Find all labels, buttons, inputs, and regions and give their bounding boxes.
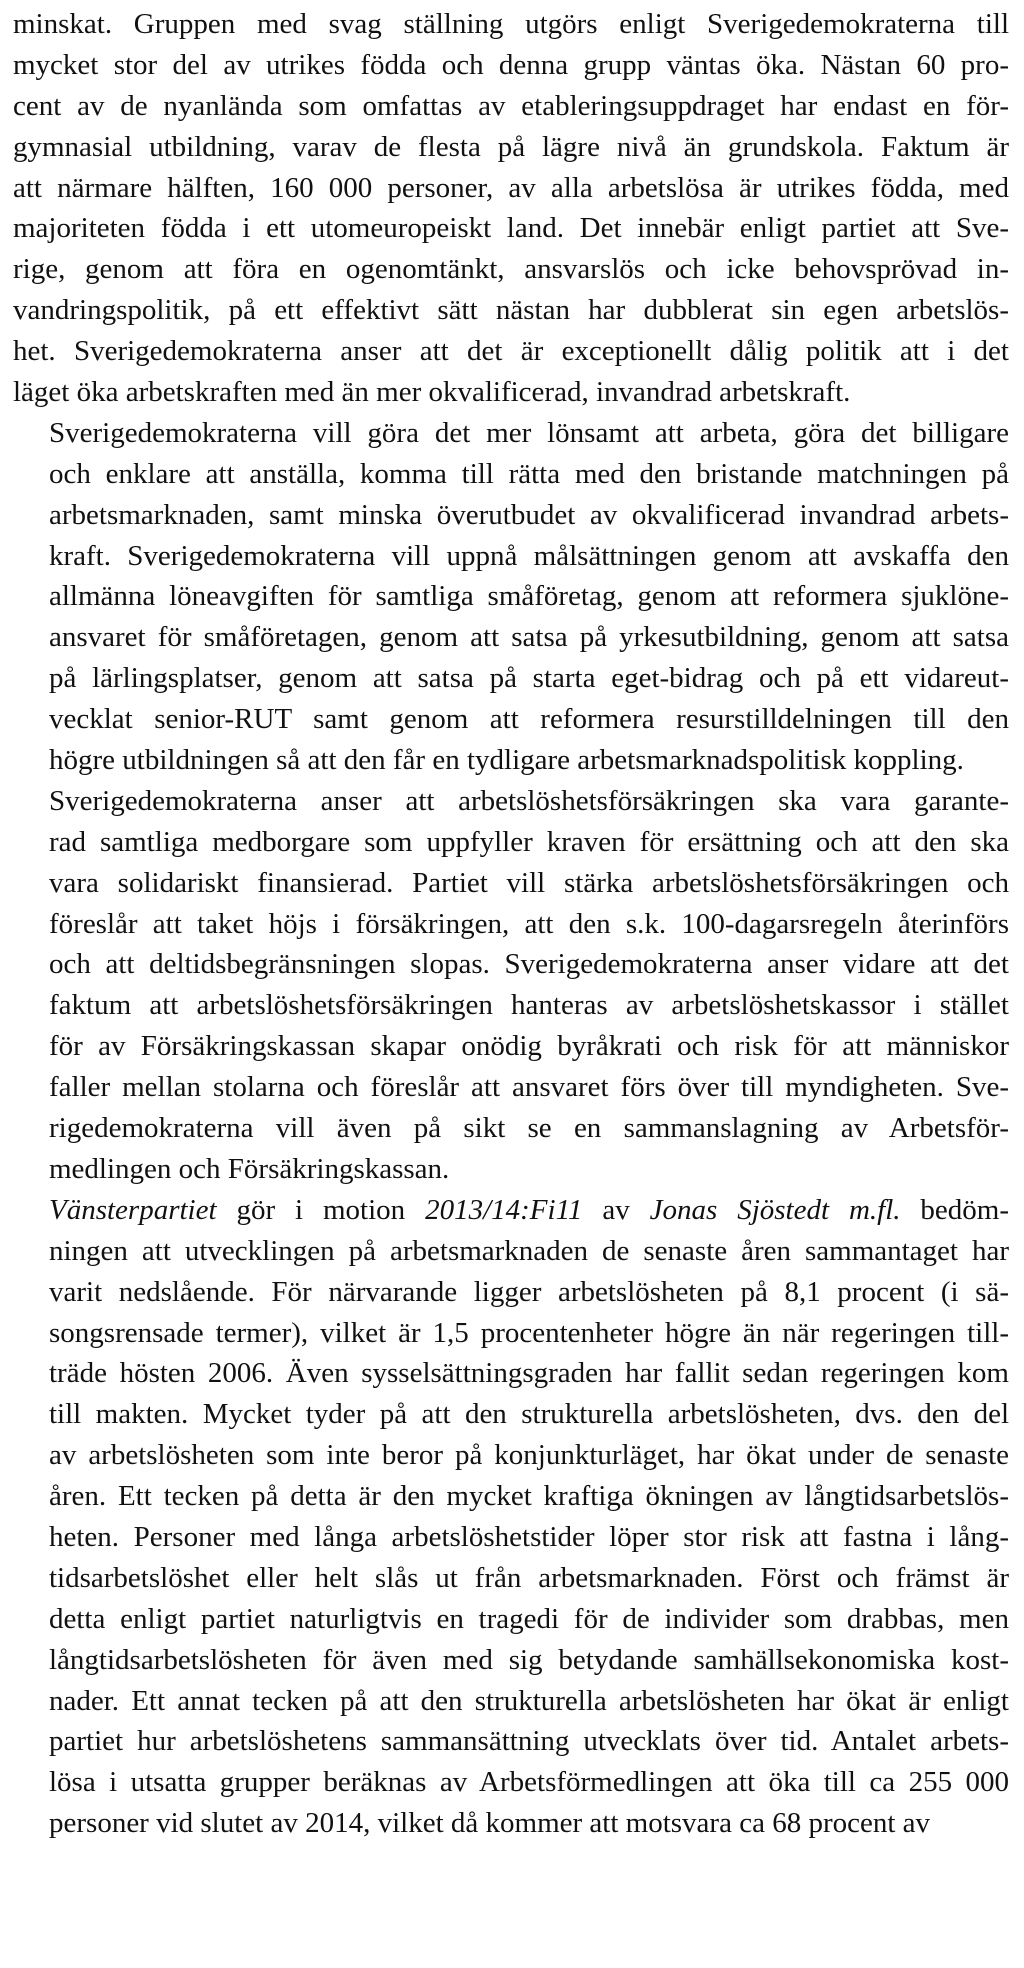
- text-line: [13, 495, 1009, 536]
- text-line: [13, 617, 1009, 658]
- text-run: föreslår att taket höjs i försäkringen, att den s.k. 100-dagarsregeln återinförs: [49, 907, 1009, 940]
- text-run: vara solidariskt finansierad. Partiet vill stärka arbetslöshetsförsäkringen och: [49, 866, 1009, 899]
- text-run: arbetsmarknaden, samt minska överutbudet av okvalificerad invandrad arbets-: [49, 498, 1009, 531]
- text-run: heten. Personer med långa arbetslöshetstider löper stor risk att fastna i lång-: [49, 1520, 1009, 1553]
- text-line: [13, 1190, 1009, 1231]
- text-line: [13, 1558, 1009, 1599]
- italic-text-run: Jonas Sjöstedt m.fl.: [649, 1193, 901, 1226]
- text-line: [13, 985, 1009, 1026]
- paragraph: [13, 413, 1009, 781]
- text-line: [13, 1803, 1009, 1844]
- text-line: [13, 781, 1009, 822]
- text-line: [13, 413, 1009, 454]
- text-run: läget öka arbetskraften med än mer okvalificerad, invandrad arbetskraft.: [13, 376, 851, 409]
- text-line: [13, 1517, 1009, 1558]
- text-run: faktum att arbetslöshetsförsäkringen hanteras av arbetslöshetskassor i stället: [49, 989, 1009, 1022]
- text-line: [13, 86, 1009, 127]
- text-line: [13, 1476, 1009, 1517]
- paragraph: [13, 4, 1009, 413]
- text-line: [13, 1681, 1009, 1722]
- text-line: [13, 127, 1009, 168]
- text-run: allmänna löneavgiften för samtliga småföretag, genom att reformera sjuklöne-: [49, 580, 1009, 613]
- text-run: och enklare att anställa, komma till rätta med den bristande matchningen på: [49, 457, 1009, 490]
- text-run: ansvaret för småföretagen, genom att satsa på yrkesutbildning, genom att satsa: [49, 621, 1009, 654]
- text-run: detta enligt partiet naturligtvis en tragedi för de individer som drabbas, men: [49, 1602, 1009, 1635]
- text-run: mycket stor del av utrikes födda och denna grupp väntas öka. Nästan 60 pro-: [13, 48, 1009, 81]
- paragraph: [13, 781, 1009, 1190]
- text-line: [13, 1026, 1009, 1067]
- text-run: minskat. Gruppen med svag ställning utgörs enligt Sverigedemokraterna till: [13, 8, 1009, 40]
- text-line: [13, 1067, 1009, 1108]
- text-run: het. Sverigedemokraterna anser att det är exceptionellt dålig politik att i det: [13, 335, 1009, 368]
- text-line: [13, 822, 1009, 863]
- text-run: på lärlingsplatser, genom att satsa på starta eget-bidrag och på ett vidareut-: [49, 662, 1009, 695]
- text-run: faller mellan stolarna och föreslår att ansvaret förs över till myndigheten. Sve-: [49, 1071, 1009, 1104]
- text-run: cent av de nyanlända som omfattas av etableringsuppdraget har endast en för-: [13, 89, 1009, 122]
- text-line: [13, 208, 1009, 249]
- text-run: gör i motion: [216, 1193, 426, 1226]
- text-line: [13, 1435, 1009, 1476]
- text-run: partiet hur arbetslöshetens sammansättning utvecklats över tid. Antalet arbets-: [49, 1725, 1009, 1758]
- text-run: nader. Ett annat tecken på att den strukturella arbetslösheten har ökat är enligt: [49, 1684, 1009, 1717]
- text-line: [13, 1353, 1009, 1394]
- text-line: [13, 290, 1009, 331]
- text-line: [13, 1149, 1009, 1190]
- text-run: högre utbildningen så att den får en tydligare arbetsmarknadspolitisk koppling.: [49, 744, 964, 777]
- text-run: Sverigedemokraterna anser att arbetslöshetsförsäkringen ska vara garante-: [49, 784, 1009, 817]
- text-line: [13, 249, 1009, 290]
- text-run: tidsarbetslöshet eller helt slås ut från arbetsmarknaden. Först och främst är: [49, 1561, 1009, 1594]
- text-run: rigedemokraterna vill även på sikt se en sammanslagning av Arbetsför-: [49, 1112, 1009, 1145]
- text-run: vandringspolitik, på ett effektivt sätt nästan har dubblerat sin egen arbetslös-: [13, 294, 1009, 327]
- text-run: att närmare hälften, 160 000 personer, av alla arbetslösa är utrikes födda, med: [13, 171, 1009, 204]
- text-line: [13, 576, 1009, 617]
- text-run: gymnasial utbildning, varav de flesta på lägre nivå än grundskola. Faktum är: [13, 130, 1009, 163]
- text-run: ningen att utvecklingen på arbetsmarknaden de senaste åren sammantaget har: [49, 1234, 1009, 1267]
- text-line: [13, 1394, 1009, 1435]
- text-run: bedöm-: [900, 1193, 1010, 1226]
- text-run: majoriteten födda i ett utomeuropeiskt land. Det innebär enligt partiet att Sve-: [13, 212, 1009, 245]
- text-line: [13, 454, 1009, 495]
- document-page: [13, 4, 1009, 1844]
- text-line: [13, 1313, 1009, 1354]
- text-run: varit nedslående. För närvarande ligger arbetslösheten på 8,1 procent (i sä-: [49, 1275, 1009, 1308]
- text-line: [13, 1762, 1009, 1803]
- text-line: [13, 1231, 1009, 1272]
- text-line: [13, 168, 1009, 209]
- text-line: [13, 45, 1009, 86]
- text-run: kraft. Sverigedemokraterna vill uppnå målsättningen genom att avskaffa den: [49, 539, 1009, 572]
- text-line: [13, 740, 1009, 781]
- text-run: vecklat senior-RUT samt genom att reformera resurstilldelningen till den: [49, 703, 1009, 736]
- text-run: av: [582, 1193, 650, 1226]
- text-run: songsrensade termer), vilket är 1,5 procentenheter högre än när regeringen till-: [49, 1316, 1009, 1349]
- text-run: åren. Ett tecken på detta är den mycket kraftiga ökningen av långtidsarbetslös-: [49, 1480, 1009, 1513]
- text-line: [13, 1272, 1009, 1313]
- text-run: långtidsarbetslösheten för även med sig betydande samhällsekonomiska kost-: [49, 1643, 1009, 1676]
- italic-text-run: Vänsterpartiet: [49, 1193, 217, 1226]
- text-line: [13, 904, 1009, 945]
- text-line: [13, 331, 1009, 372]
- text-run: Sverigedemokraterna vill göra det mer lönsamt att arbeta, göra det billigare: [49, 416, 1009, 449]
- text-run: och att deltidsbegränsningen slopas. Sverigedemokraterna anser vidare att det: [49, 948, 1009, 981]
- text-run: rad samtliga medborgare som uppfyller kraven för ersättning och att den ska: [49, 825, 1009, 858]
- text-line: [13, 658, 1009, 699]
- text-run: av arbetslösheten som inte beror på konjunkturläget, har ökat under de senaste: [49, 1439, 1009, 1472]
- text-line: [13, 1599, 1009, 1640]
- text-run: till makten. Mycket tyder på att den strukturella arbetslösheten, dvs. den del: [49, 1398, 1009, 1431]
- text-run: träde hösten 2006. Även sysselsättningsgraden har fallit sedan regeringen kom: [49, 1357, 1009, 1390]
- text-run: lösa i utsatta grupper beräknas av Arbetsförmedlingen att öka till ca 255 000: [49, 1766, 1009, 1799]
- italic-text-run: 2013/14:Fi11: [425, 1193, 583, 1226]
- text-line: [13, 1640, 1009, 1681]
- text-line: [13, 4, 1009, 45]
- text-line: [13, 1721, 1009, 1762]
- text-line: [13, 944, 1009, 985]
- text-line: [13, 1108, 1009, 1149]
- text-run: rige, genom att föra en ogenomtänkt, ansvarslös och icke behovsprövad in-: [13, 253, 1009, 286]
- text-line: [13, 863, 1009, 904]
- text-line: [13, 372, 1009, 413]
- text-line: [13, 699, 1009, 740]
- text-run: personer vid slutet av 2014, vilket då kommer att motsvara ca 68 procent av: [49, 1807, 931, 1840]
- text-run: medlingen och Försäkringskassan.: [49, 1152, 450, 1185]
- paragraph: [13, 1190, 1009, 1844]
- text-run: för av Försäkringskassan skapar onödig byråkrati och risk för att människor: [49, 1030, 1009, 1063]
- text-line: [13, 536, 1009, 577]
